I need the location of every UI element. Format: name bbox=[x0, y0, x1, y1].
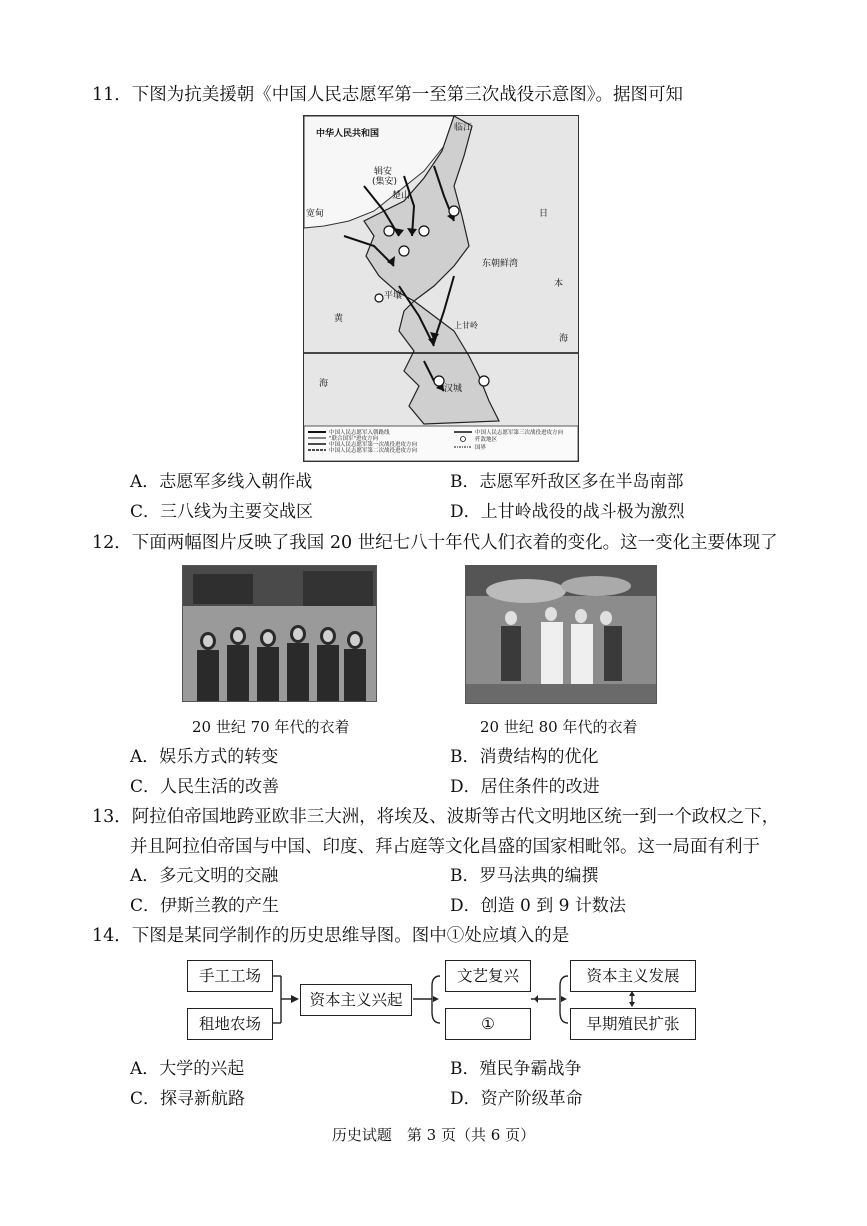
svg-text:临江: 临江 bbox=[454, 123, 473, 133]
svg-text:中华人民共和国: 中华人民共和国 bbox=[316, 129, 380, 139]
svg-text:本: 本 bbox=[554, 279, 564, 289]
svg-text:中国人民志愿军第一次战役进攻方向: 中国人民志愿军第一次战役进攻方向 bbox=[329, 442, 418, 448]
node-early-colonial-expansion: 早期殖民扩张 bbox=[570, 1008, 696, 1040]
q13-option-b: B．罗马法典的编撰 bbox=[450, 866, 599, 886]
svg-text:中国人民志愿军第二次战役进攻方向: 中国人民志愿军第二次战役进攻方向 bbox=[329, 448, 418, 454]
q12-option-a: A．娱乐方式的转变 bbox=[130, 747, 279, 767]
node-renaissance: 文艺复兴 bbox=[445, 960, 531, 992]
svg-text:上甘岭: 上甘岭 bbox=[454, 321, 478, 330]
svg-text:宽甸: 宽甸 bbox=[306, 209, 325, 219]
q11-option-b: B．志愿军歼敌区多在半岛南部 bbox=[450, 472, 684, 492]
svg-text:国界: 国界 bbox=[475, 445, 487, 451]
q12-option-d: D．居住条件的改进 bbox=[450, 777, 600, 797]
svg-text:汉城: 汉城 bbox=[444, 384, 463, 394]
photo-1980s-caption: 20 世纪 80 年代的衣着 bbox=[480, 718, 638, 736]
q14-stem: 14．下图是某同学制作的历史思维导图。图中①处应填入的是 bbox=[92, 926, 570, 946]
q11-option-c: C．三八线为主要交战区 bbox=[130, 502, 314, 522]
svg-text:海: 海 bbox=[319, 379, 329, 389]
svg-text:辑安: 辑安 bbox=[374, 167, 393, 177]
node-handicraft-workshop: 手工工场 bbox=[187, 960, 273, 992]
q12-option-c: C．人民生活的改善 bbox=[130, 777, 280, 797]
node-capitalism-development: 资本主义发展 bbox=[570, 960, 696, 992]
photo-1970s-caption: 20 世纪 70 年代的衣着 bbox=[192, 718, 350, 736]
page-footer: 历史试题 第 3 页（共 6 页） bbox=[331, 1126, 536, 1144]
svg-text:"联合国军"进攻方向: "联合国军"进攻方向 bbox=[329, 436, 379, 442]
svg-text:中国人民志愿军入朝路线: 中国人民志愿军入朝路线 bbox=[329, 430, 390, 436]
q14-option-d: D．资产阶级革命 bbox=[450, 1089, 583, 1109]
svg-text:黄: 黄 bbox=[334, 314, 344, 324]
svg-text:海: 海 bbox=[559, 334, 569, 344]
svg-text:东朝鲜湾: 东朝鲜湾 bbox=[482, 259, 519, 269]
q13-option-a: A．多元文明的交融 bbox=[130, 866, 279, 886]
q11-stem: 11．下图为抗美援朝《中国人民志愿军第一至第三次战役示意图》。据图可知 bbox=[92, 85, 684, 105]
node-leased-farm: 租地农场 bbox=[187, 1008, 273, 1040]
map-graphic bbox=[304, 116, 578, 461]
q14-option-b: B．殖民争霸战争 bbox=[450, 1059, 582, 1079]
q13-stem-line1: 13．阿拉伯帝国地跨亚欧非三大洲，将埃及、波斯等古代文明地区统一到一个政权之下， bbox=[92, 807, 780, 827]
q13-option-d: D．创造 0 到 9 计数法 bbox=[450, 896, 626, 916]
q14-option-c: C．探寻新航路 bbox=[130, 1089, 246, 1109]
korean-war-map bbox=[303, 115, 579, 462]
svg-text:中国人民志愿军第三次战役进攻方向: 中国人民志愿军第三次战役进攻方向 bbox=[475, 430, 564, 436]
photo-1980s-clothing bbox=[465, 565, 657, 704]
q11-option-a: A．志愿军多线入朝作战 bbox=[130, 472, 313, 492]
photo-1970s-clothing bbox=[182, 565, 377, 702]
q13-stem-line2: 并且阿拉伯帝国与中国、印度、拜占庭等文化昌盛的国家相毗邻。这一局面有利于 bbox=[130, 837, 760, 857]
q14-option-a: A．大学的兴起 bbox=[130, 1059, 245, 1079]
q11-option-d: D．上甘岭战役的战斗极为激烈 bbox=[450, 502, 685, 522]
svg-text:平壤: 平壤 bbox=[384, 291, 403, 301]
node-blank-1: ① bbox=[445, 1008, 531, 1040]
node-rise-of-capitalism: 资本主义兴起 bbox=[300, 984, 412, 1016]
svg-text:日: 日 bbox=[539, 209, 549, 219]
svg-text:歼敌地区: 歼敌地区 bbox=[475, 437, 498, 443]
svg-text:(集安): (集安) bbox=[372, 177, 398, 187]
q13-option-c: C．伊斯兰教的产生 bbox=[130, 896, 280, 916]
q12-option-b: B．消费结构的优化 bbox=[450, 747, 599, 767]
q12-stem: 12．下面两幅图片反映了我国 20 世纪七八十年代人们衣着的变化。这一变化主要体现了 bbox=[92, 533, 778, 553]
svg-text:楚山: 楚山 bbox=[392, 191, 411, 201]
